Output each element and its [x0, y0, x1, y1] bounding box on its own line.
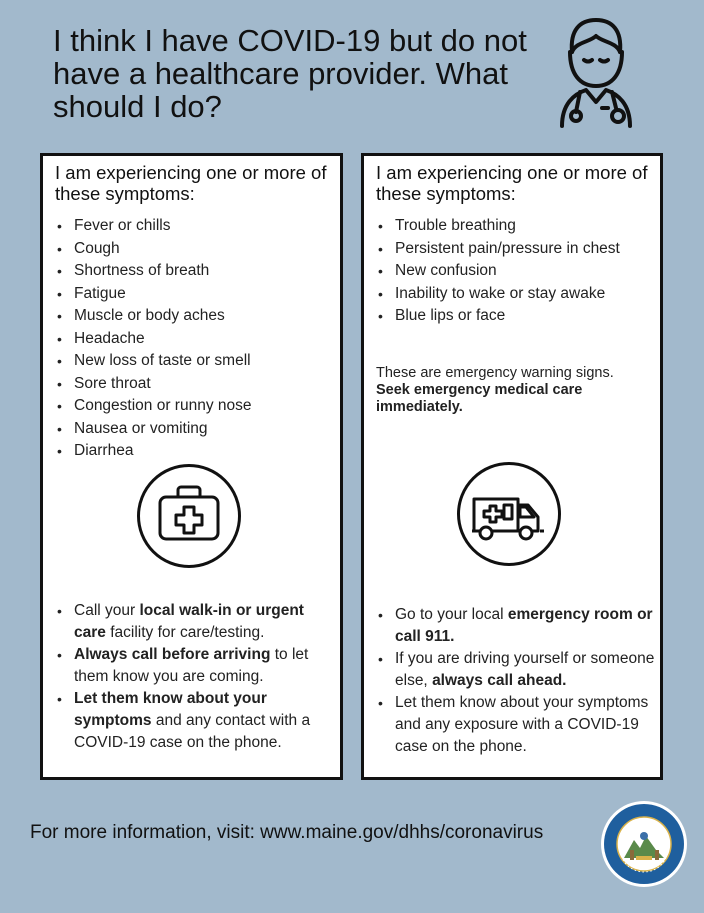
warning-bold-text: Seek emergency medical care immediately. — [376, 382, 583, 415]
action-bold-text: Always call before arriving — [74, 646, 271, 663]
symptom-item: • Muscle or body aches — [55, 305, 335, 328]
symptom-item: • Headache — [55, 328, 335, 351]
symptom-item: • Blue lips or face — [376, 305, 656, 328]
ambulance-icon-circle — [457, 462, 561, 566]
symptom-item: • Trouble breathing — [376, 215, 656, 238]
action-item — [55, 644, 339, 688]
action-item — [376, 692, 660, 758]
symptom-item: • Fever or chills — [55, 215, 335, 238]
symptom-item: • New loss of taste or smell — [55, 350, 335, 373]
action-post-text: and any contact with a COVID-19 case on the phone. — [74, 712, 311, 751]
action-bold-text: Let them know about your symptoms — [74, 690, 267, 729]
action-pre-text: Call your — [74, 602, 140, 619]
right-action-list — [376, 604, 660, 758]
left-action-list — [55, 600, 339, 754]
emergency-warning — [376, 365, 658, 416]
dhhs-seal-logo — [600, 800, 688, 888]
symptom-item: • Cough — [55, 238, 335, 261]
emergency-panel — [361, 153, 663, 780]
action-pre-text: Let them know about your symptoms and any exposure with a COVID-19 case on the phone. — [395, 694, 649, 755]
action-item — [376, 648, 660, 692]
action-bold-text: local walk-in or urgent care — [74, 602, 304, 641]
action-pre-text: If you are driving yourself or someone else, — [395, 650, 655, 689]
left-panel-heading: I am experiencing one or more of these symptoms: — [55, 162, 327, 204]
first-aid-kit-icon-circle — [137, 464, 241, 568]
right-symptom-list — [376, 215, 656, 328]
symptom-item: • Shortness of breath — [55, 260, 335, 283]
symptom-item: • Congestion or runny nose — [55, 395, 335, 418]
action-post-text: to let them know you are coming. — [74, 646, 309, 685]
symptom-item: • Fatigue — [55, 283, 335, 306]
action-bold-text: always call ahead. — [432, 672, 567, 689]
symptom-item: • Diarrhea — [55, 440, 335, 463]
action-pre-text: Go to your local — [395, 606, 508, 623]
symptom-item: • Sore throat — [55, 373, 335, 396]
symptom-item: • Inability to wake or stay awake — [376, 283, 656, 306]
page-title: I think I have COVID-19 but do not have a healthcare provider. What should I do? — [53, 23, 527, 124]
symptom-item: • New confusion — [376, 260, 656, 283]
first-aid-kit-icon — [140, 467, 238, 565]
doctor-icon — [550, 12, 642, 130]
action-bold-text: emergency room or call 911. — [395, 606, 653, 645]
footer-info: For more information, visit: www.maine.gov/dhhs/coronavirus — [30, 822, 544, 843]
symptom-item: • Nausea or vomiting — [55, 418, 335, 441]
symptom-item: • Persistent pain/pressure in chest — [376, 238, 656, 261]
action-post-text: facility for care/testing. — [105, 624, 265, 641]
action-item — [376, 604, 660, 648]
action-item — [55, 688, 339, 754]
left-symptom-list — [55, 215, 335, 463]
non-emergency-panel — [40, 153, 343, 780]
right-panel-heading: I am experiencing one or more of these symptoms: — [376, 162, 648, 204]
warning-text: These are emergency warning signs. — [376, 365, 614, 381]
action-item — [55, 600, 339, 644]
ambulance-icon — [460, 465, 558, 563]
